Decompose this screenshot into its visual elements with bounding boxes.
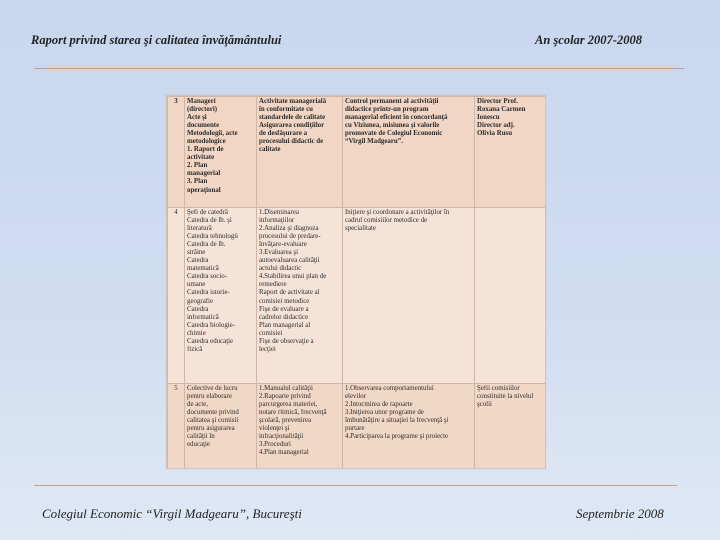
cell-line: Manageri (187, 98, 216, 105)
row-number: 3 (168, 97, 185, 208)
cell-line: 1.Observarea comportamentului (345, 385, 434, 392)
cell-line: procesului de predare- (259, 233, 321, 241)
cell-line: 4.Stabilirea unui plan de (259, 273, 327, 281)
cell-line: umane (187, 281, 206, 289)
cell-line: promovate de Colegiul Economic (345, 130, 443, 138)
cell-line: Director Prof. (477, 98, 518, 105)
cell-line: remediere (259, 281, 287, 289)
cell-line: educaţie (187, 441, 210, 449)
cell-line: 4.Participarea la programe şi proiecte (345, 433, 449, 441)
cell-line: Colective de lucru (187, 385, 238, 392)
cell-line: Control permanent al activităţii (345, 98, 439, 105)
cell-line: 3.Proceduri (259, 441, 291, 449)
cell-line: cadrelor didactice (259, 313, 309, 321)
cell-line: cadrul comisiilor metodice de (345, 217, 428, 225)
cell-line: geografie (187, 297, 214, 305)
cell-line: Catedra biologie- (187, 321, 236, 329)
responsibilities-table (167, 96, 546, 469)
cell-line: Catedra tehnologii (187, 233, 239, 241)
cell-line: documente (187, 122, 220, 130)
table-row (168, 208, 547, 384)
cell-line: Catedra socio- (187, 273, 227, 281)
cell-line: pentru elaborare (187, 393, 232, 401)
cell-line: Catedra istorie- (187, 289, 230, 297)
cell-line: didactice printr-un program (345, 106, 429, 114)
cell-line: comisiei metodice (259, 297, 310, 305)
cell-line: Acte şi (187, 114, 207, 122)
table-cell-col4 (475, 97, 547, 208)
table-row (168, 97, 547, 208)
cell-line: elevilor (345, 393, 367, 401)
cell-line: cu Viziunea, misiunea şi valorile (345, 122, 440, 130)
cell-line: Catedra de lb. şi (187, 217, 232, 225)
cell-line: literatură (187, 225, 212, 233)
cell-line: Catedra de lb. (187, 241, 226, 249)
cell-line: şcolii (477, 401, 492, 409)
cell-line: îmbunătăţire a situaţiei la frecvenţă şi (345, 417, 449, 425)
cell-line: Şefi de catedră (187, 209, 228, 216)
table-cell-col2 (257, 208, 343, 384)
cell-line: Şefii comisiilor (477, 385, 520, 392)
cell-line: calităţii în (187, 433, 215, 441)
table-cell-col3 (343, 97, 475, 208)
cell-line: Fişe de observaţie a (259, 337, 314, 345)
table-cell-col1 (185, 97, 257, 208)
table-cell-col4 (475, 208, 547, 384)
cell-line: constituite la nivelul (477, 393, 534, 401)
cell-line: chimie (187, 329, 206, 337)
row-number: 5 (168, 384, 185, 469)
cell-line: pentru asigurarea (187, 425, 235, 433)
cell-line: 3.Evaluarea şi (259, 249, 299, 257)
cell-line: Activitate managerială (259, 98, 327, 105)
cell-line: în conformitate cu (259, 106, 313, 114)
cell-line: parcurgerea materiei, (259, 401, 318, 409)
cell-line: standardele de calitate (259, 114, 326, 122)
cell-line: 1.Manualul calităţii (259, 385, 313, 392)
table-cell-col3 (343, 384, 475, 469)
cell-line: matematică (187, 265, 219, 273)
cell-line: documente privind (187, 409, 239, 417)
cell-line: Director adj. (477, 122, 515, 130)
cell-line: operaţional (187, 186, 221, 194)
row-number: 4 (168, 208, 185, 384)
cell-line: 3. Plan (187, 178, 208, 186)
cell-line: informaţiilor (259, 217, 295, 225)
cell-line: calitatea şi comisii (187, 417, 239, 425)
cell-line: specialitate (345, 225, 376, 233)
cell-line: calitate (259, 146, 281, 154)
cell-line: 2.Rapoarte privind (259, 393, 311, 401)
header-school-year: An şcolar 2007-2008 (535, 33, 642, 47)
table-row (168, 384, 547, 469)
cell-line: activitate (187, 154, 215, 162)
cell-line: purtare (345, 425, 365, 433)
cell-line: Ionescu (477, 114, 500, 122)
table-cell-col2 (257, 384, 343, 469)
table-cell-col1 (185, 384, 257, 469)
cell-line: Catedra educaţie (187, 337, 234, 345)
cell-line: 3.Iniţierea unor programe de (345, 409, 424, 417)
header-divider (34, 68, 684, 69)
cell-line: 2.Analiza şi diagnoza (259, 225, 319, 233)
cell-line: Plan managerial al (259, 321, 311, 329)
cell-line: Roxana Carmen (477, 106, 526, 114)
cell-line: violenţei şi (259, 425, 290, 433)
cell-line: de desfăşurare a (259, 130, 308, 138)
cell-line: 2.Întocmirea de rapoarte (345, 401, 413, 409)
table-cell-col2 (257, 97, 343, 208)
cell-line: actului didactic (259, 265, 302, 273)
cell-line: 4.Plan managerial (259, 449, 309, 457)
cell-line: managerial eficient în concordanţă (345, 114, 448, 122)
cell-line: metodologice (187, 138, 226, 146)
table-cell-col1 (185, 208, 257, 384)
cell-line: fizică (187, 345, 203, 353)
cell-line: managerial (187, 170, 221, 178)
cell-line: Metodologii, acte (187, 130, 238, 138)
cell-line: Olivia Rusu (477, 130, 513, 138)
cell-line: 1.Diseminarea (259, 209, 299, 216)
cell-line: străine (187, 249, 206, 257)
header-title: Raport privind starea şi calitatea învăţământului (31, 33, 282, 47)
cell-line: notare ritmică, frecvenţă (259, 409, 327, 417)
cell-line: “Virgil Madgearu”. (345, 138, 403, 146)
cell-line: Asigurarea condiţiilor (259, 122, 325, 130)
cell-line: şcolară, prevenirea (259, 417, 312, 425)
cell-line: (directori) (187, 106, 218, 114)
cell-line: Catedra (187, 305, 209, 313)
cell-line: lecţiei (259, 345, 276, 353)
footer-date: Septembrie 2008 (576, 506, 664, 521)
cell-line: Catedra (187, 257, 209, 265)
cell-line: autoevaluarea calităţii (259, 257, 320, 265)
document-table-image (166, 95, 546, 469)
cell-line: de acte, (187, 401, 209, 409)
table-cell-col4 (475, 384, 547, 469)
cell-line: infracţionalităţii (259, 433, 304, 441)
footer-divider (34, 485, 677, 486)
cell-line: comisiei (259, 329, 283, 337)
cell-line: 2. Plan (187, 162, 208, 170)
cell-line: Iniţiere şi coordonare a activităţilor în (345, 209, 450, 216)
cell-line: informatică (187, 313, 219, 321)
footer-institution: Colegiul Economic “Virgil Madgearu”, Bucureşti (42, 506, 302, 521)
cell-line: învăţare-evaluare (259, 241, 307, 249)
table-cell-col3 (343, 208, 475, 384)
cell-line: Fişe de evaluare a (259, 305, 309, 313)
cell-line: Raport de activitate al (259, 289, 320, 297)
cell-line: 1. Raport de (187, 146, 224, 154)
cell-line: procesului didactic de (259, 138, 324, 146)
